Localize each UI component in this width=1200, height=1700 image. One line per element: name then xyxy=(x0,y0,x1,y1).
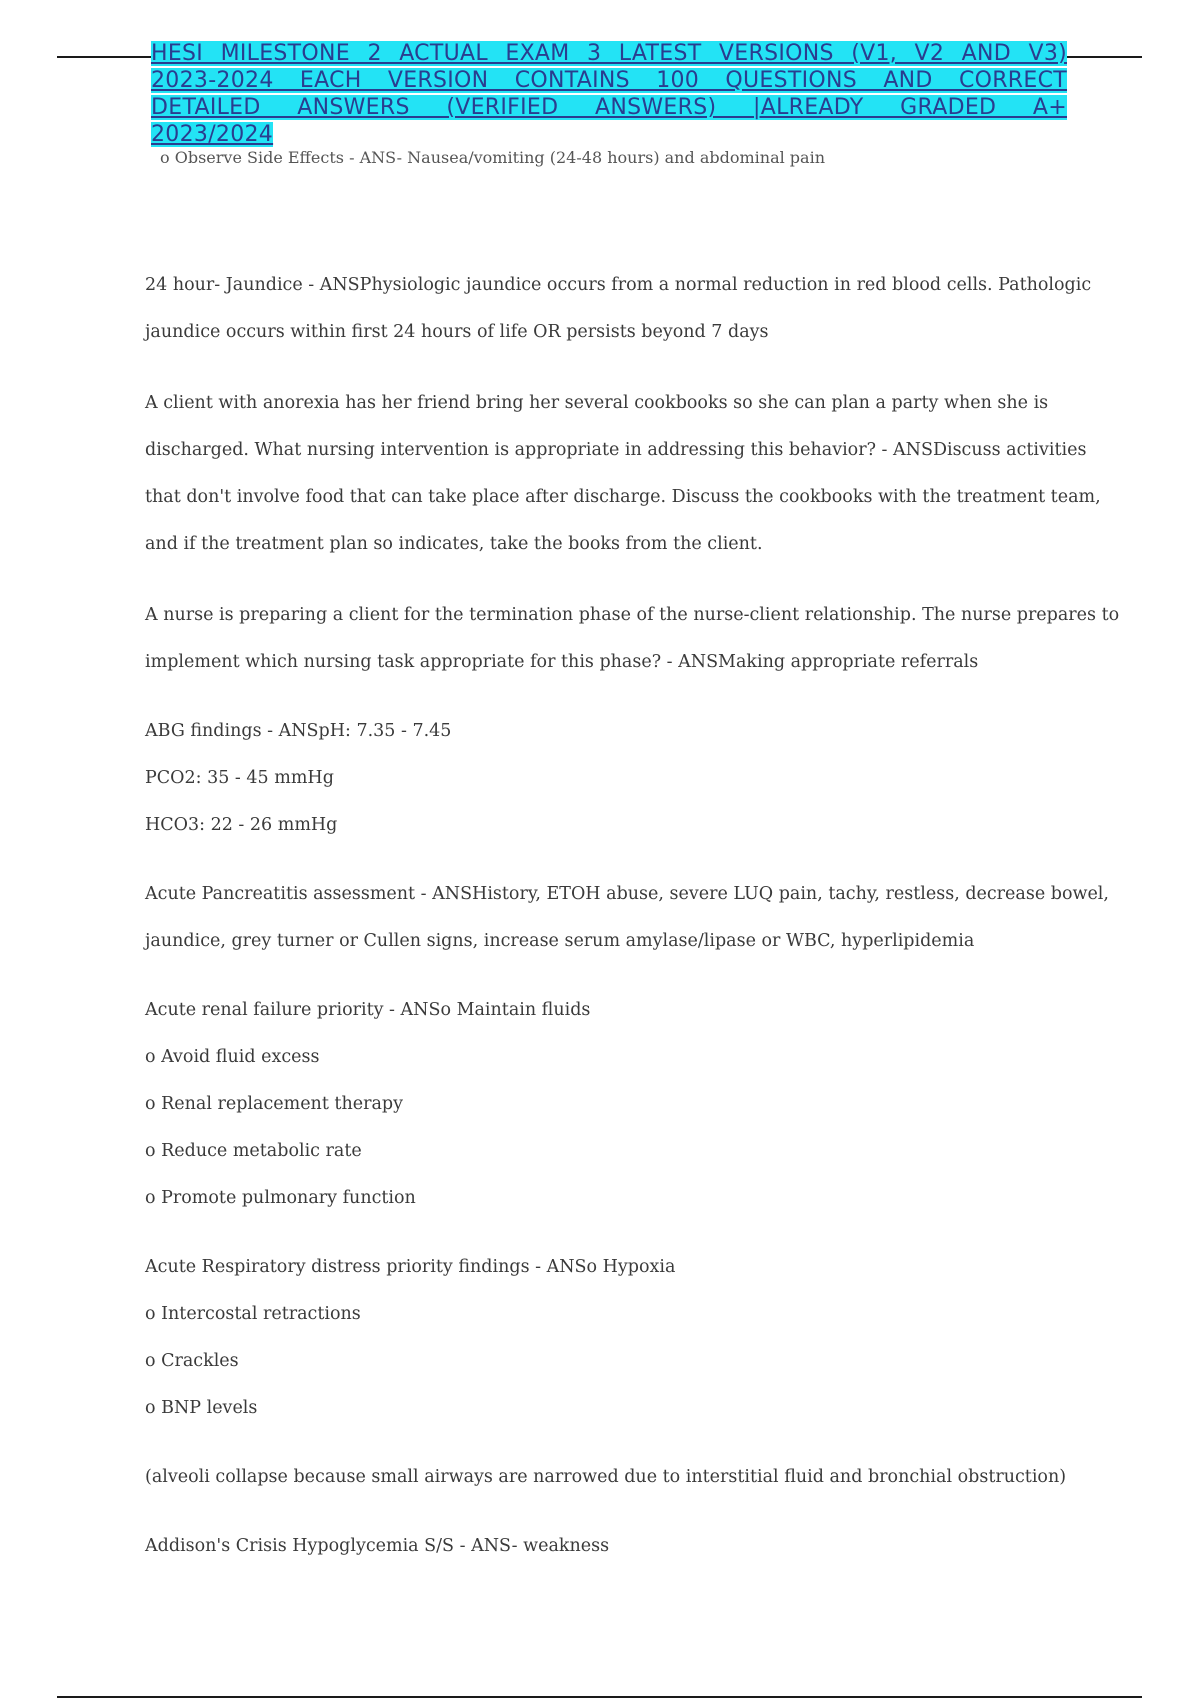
entry-jaundice: 24 hour- Jaundice - ANSPhysiologic jaundice occurs from a normal reduction in red blood cells. Pathologic jaundice occurs within first 24 hours of life OR persists beyond 7 days xyxy=(145,275,1092,342)
entry-addisons-crisis: Addison's Crisis Hypoglycemia S/S - ANS- weakness xyxy=(145,1536,610,1556)
entry-anorexia: A client with anorexia has her friend bring her several cookbooks so she can plan a party when she is discharged. What nursing intervention is appropriate in addressing this behavior? - ANSDiscuss activities that don't involve food that can take place after discharge. Discuss the cookbooks with the treatment team, and if the treatment plan so indicates, take the books from the client. xyxy=(145,393,1101,554)
entry-acute-renal-failure: Acute renal failure priority - ANSo Maintain fluids o Avoid fluid excess o Renal replacement therapy o Reduce metabolic rate o Promote pulmonary function xyxy=(145,1000,591,1208)
entry-acute-pancreatitis: Acute Pancreatitis assessment - ANSHistory, ETOH abuse, severe LUQ pain, tachy, restless, decrease bowel, jaundice, grey turner or Cullen signs, increase serum amylase/lipase or WBC, hyperlipidemia xyxy=(145,884,1109,951)
document-body xyxy=(145,262,1120,1570)
title-line-2: 2023-2024 EACH VERSION CONTAINS 100 QUESTIONS AND CORRECT xyxy=(151,68,1067,93)
entry-abg-findings: ABG findings - ANSpH: 7.35 - 7.45 PCO2: 35 - 45 mmHg HCO3: 22 - 26 mmHg xyxy=(145,721,452,835)
entry-acute-respiratory-distress: Acute Respiratory distress priority findings - ANSo Hypoxia o Intercostal retractions o Crackles o BNP levels xyxy=(145,1257,676,1418)
entry-termination-phase: A nurse is preparing a client for the termination phase of the nurse-client relationship. The nurse prepares to implement which nursing task appropriate for this phase? - ANSMaking appropriate referrals xyxy=(145,605,1120,672)
title-line-3: DETAILED ANSWERS (VERIFIED ANSWERS) |ALREADY GRADED A+ xyxy=(151,95,1067,120)
entry-alveoli-note: (alveoli collapse because small airways are narrowed due to interstitial fluid and bronchial obstruction) xyxy=(145,1467,1067,1487)
cutoff-text-line: o Observe Side Effects - ANS- Nausea/vomiting (24-48 hours) and abdominal pain xyxy=(160,148,826,167)
title-line-1: HESI MILESTONE 2 ACTUAL EXAM 3 LATEST VERSIONS (V1, V2 AND V3) xyxy=(151,41,1067,66)
title-line-4: 2023/2024 xyxy=(151,122,274,147)
footer-rule xyxy=(57,1696,1142,1698)
document-title xyxy=(151,40,1067,147)
header-rule-right xyxy=(1065,56,1142,58)
header-rule-left xyxy=(57,56,153,58)
